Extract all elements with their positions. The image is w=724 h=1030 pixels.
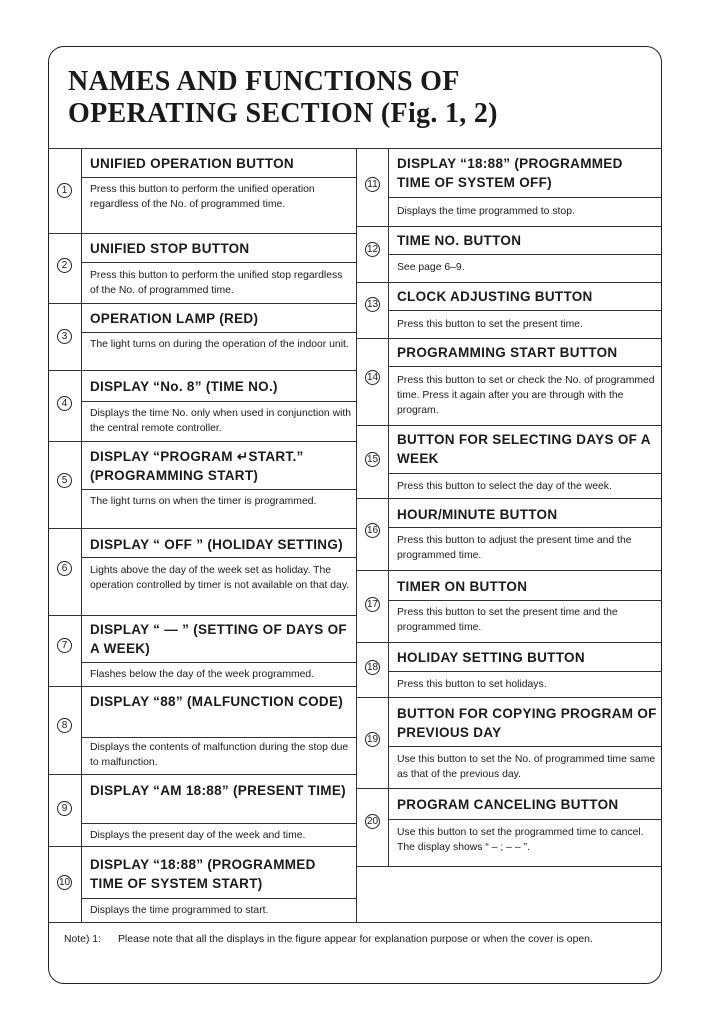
item-description: Displays the time programmed to start. (90, 905, 269, 916)
item-heading: DISPLAY “18:88” (PROGRAMMED TIME OF SYSTEM START) (90, 857, 316, 891)
item-heading: OPERATION LAMP (RED) (90, 311, 259, 326)
footnote-text: Please note that all the displays in the figure appear for explanation purpose or when the cover is open. (118, 934, 593, 945)
row-separator (49, 528, 356, 529)
heading-rule (81, 662, 356, 663)
item-number-badge: 12 (366, 244, 379, 255)
item-description: The light turns on when the timer is programmed. (90, 496, 317, 507)
heading-rule (81, 823, 356, 824)
item-description: Displays the time programmed to stop. (397, 206, 575, 217)
item-description: Press this button to set the present time. (397, 319, 583, 330)
item-heading: UNIFIED STOP BUTTON (90, 241, 250, 256)
row-separator (49, 370, 356, 371)
item-description: Press this button to perform the unified operation regardless of the No. of programmed time. (90, 184, 315, 210)
heading-rule (81, 898, 356, 899)
heading-rule (388, 746, 661, 747)
item-number-badge: 15 (366, 454, 379, 465)
item-heading: DISPLAY “ — ” (SETTING OF DAYS OF A WEEK) (90, 622, 347, 656)
row-separator (356, 642, 661, 643)
row-separator (356, 697, 661, 698)
item-heading: DISPLAY “88” (MALFUNCTION CODE) (90, 694, 344, 709)
item-heading: TIME NO. BUTTON (397, 233, 522, 248)
item-heading: HOUR/MINUTE BUTTON (397, 507, 558, 522)
item-heading: TIMER ON BUTTON (397, 579, 528, 594)
item-heading: HOLIDAY SETTING BUTTON (397, 650, 585, 665)
item-description: Press this button to adjust the present time and the programmed time. (397, 535, 632, 561)
item-number-badge: 9 (57, 801, 72, 816)
row-separator (356, 866, 661, 867)
row-separator (356, 338, 661, 339)
item-number-badge: 13 (366, 299, 379, 310)
item-heading: UNIFIED OPERATION BUTTON (90, 156, 294, 171)
heading-rule (388, 366, 661, 367)
item-description: Displays the present day of the week and time. (90, 830, 306, 841)
heading-rule (388, 527, 661, 528)
heading-rule (81, 489, 356, 490)
heading-rule (388, 310, 661, 311)
item-description: Flashes below the day of the week programmed. (90, 669, 315, 680)
heading-rule (81, 401, 356, 402)
row-separator (356, 498, 661, 499)
item-description: See page 6–9. (397, 262, 465, 273)
title-line-2: OPERATING SECTION (Fig. 1, 2) (68, 98, 498, 129)
item-description: Press this button to select the day of the week. (397, 481, 612, 492)
item-heading: DISPLAY “ OFF ” (HOLIDAY SETTING) (90, 537, 343, 552)
row-separator (356, 570, 661, 571)
item-description: Press this button to set holidays. (397, 679, 547, 690)
heading-rule (81, 332, 356, 333)
table-top-rule (49, 148, 661, 149)
item-number-badge: 10 (58, 877, 71, 888)
footnote-label: Note) 1: (64, 934, 101, 945)
item-number-badge: 19 (366, 734, 379, 745)
left-number-column-rule (81, 148, 82, 922)
heading-rule (81, 557, 356, 558)
item-description: Press this button to perform the unified stop regardless of the No. of programmed time. (90, 270, 343, 296)
heading-rule (388, 254, 661, 255)
item-number-badge: 5 (57, 473, 72, 488)
row-separator (49, 441, 356, 442)
item-number-badge: 7 (57, 638, 72, 653)
item-heading: BUTTON FOR SELECTING DAYS OF A WEEK (397, 432, 651, 466)
item-heading: DISPLAY “PROGRAM ↵START.” (PROGRAMMING START) (90, 449, 304, 483)
item-number-badge: 8 (57, 718, 72, 733)
item-heading: DISPLAY “18:88” (PROGRAMMED TIME OF SYSTEM OFF) (397, 156, 623, 190)
item-description: Use this button to set the No. of programmed time same as that of the previous day. (397, 754, 656, 780)
row-separator (49, 846, 356, 847)
item-number-badge: 11 (365, 177, 380, 192)
row-separator (356, 425, 661, 426)
item-description: Use this button to set the programmed time to cancel. The display shows “ – ; – – ”. (397, 827, 644, 853)
item-number-badge: 18 (366, 662, 379, 673)
heading-rule (388, 819, 661, 820)
item-heading: CLOCK ADJUSTING BUTTON (397, 289, 593, 304)
item-description: Press this button to set or check the No. of programmed time. Press it again after you are through with the program. (397, 375, 655, 416)
item-number-badge: 4 (57, 396, 72, 411)
item-number-badge: 14 (366, 372, 379, 383)
row-separator (49, 615, 356, 616)
item-number-badge: 1 (57, 183, 72, 198)
title-line-1: NAMES AND FUNCTIONS OF (68, 66, 460, 97)
row-separator (49, 233, 356, 234)
item-number-badge: 3 (57, 329, 72, 344)
row-separator (356, 282, 661, 283)
item-description: Lights above the day of the week set as holiday. The operation controlled by timer is not available on that day. (90, 565, 350, 591)
heading-rule (81, 737, 356, 738)
row-separator (49, 303, 356, 304)
heading-rule (81, 262, 356, 263)
row-separator (49, 686, 356, 687)
center-column-rule (356, 148, 357, 922)
heading-rule (81, 177, 356, 178)
item-description: Press this button to set the present time and the programmed time. (397, 607, 618, 633)
item-description: The light turns on during the operation of the indoor unit. (90, 339, 349, 350)
row-separator (356, 788, 661, 789)
page-title (68, 66, 498, 130)
row-separator (356, 226, 661, 227)
item-number-badge: 17 (366, 599, 379, 610)
item-description: Displays the time No. only when used in conjunction with the central remote controller. (90, 408, 352, 434)
right-number-column-rule (388, 148, 389, 866)
heading-rule (388, 671, 661, 672)
item-heading: BUTTON FOR COPYING PROGRAM OF PREVIOUS DAY (397, 706, 657, 740)
item-number-badge: 20 (366, 816, 379, 827)
item-heading: DISPLAY “No. 8” (TIME NO.) (90, 379, 278, 394)
heading-rule (388, 197, 661, 198)
item-number-badge: 2 (57, 258, 72, 273)
item-number-badge: 16 (366, 525, 379, 536)
item-number-badge: 6 (57, 561, 72, 576)
row-separator (49, 774, 356, 775)
heading-rule (388, 600, 661, 601)
item-description: Displays the contents of malfunction during the stop due to malfunction. (90, 742, 349, 768)
item-heading: PROGRAM CANCELING BUTTON (397, 797, 619, 812)
table-bottom-rule (49, 922, 661, 923)
heading-rule (388, 473, 661, 474)
item-heading: DISPLAY “AM 18:88” (PRESENT TIME) (90, 783, 346, 798)
item-heading: PROGRAMMING START BUTTON (397, 345, 618, 360)
